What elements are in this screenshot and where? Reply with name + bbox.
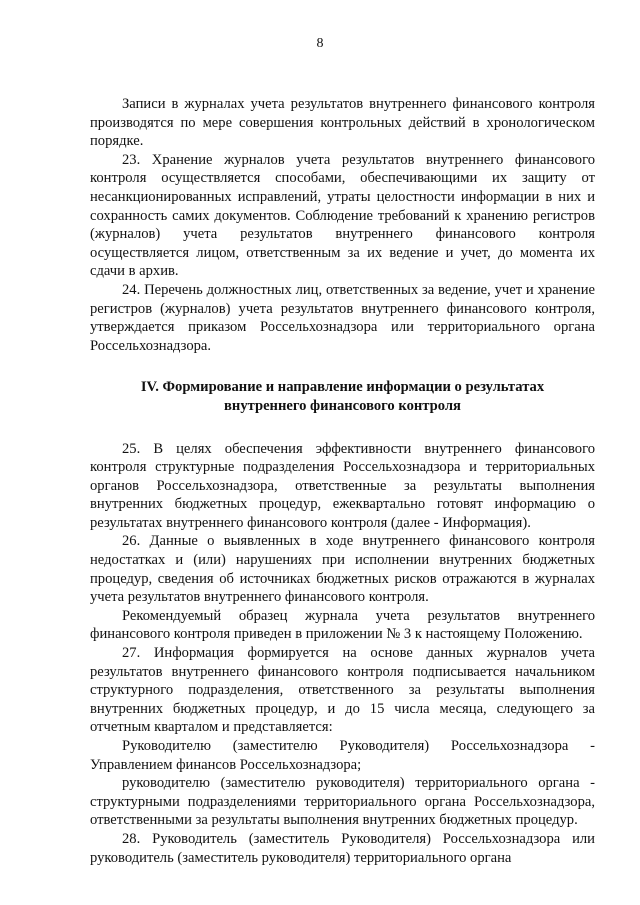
paragraph-24: 24. Перечень должностных лиц, ответственных за ведение, учет и хранение регистров (журналов) учета результатов внутреннего финансового контроля, утверждается приказом Россельхознадзора или территориального органа Россельхознадзора. [90, 281, 595, 354]
section-heading [90, 378, 595, 415]
paragraph-28: 28. Руководитель (заместитель Руководителя) Россельхознадзора или руководитель (заместитель руководителя) территориального органа [90, 830, 595, 866]
paragraph-23: 23. Хранение журналов учета результатов внутреннего финансового контроля осуществляется способами, обеспечивающими их защиту от несанкционированных исправлений, утраты целостности информации в них и сохранность самих документов. Соблюдение требований к хранению регистров (журналов) учета результатов внутреннего финансового контроля осуществляется лицом, ответственным за их ведение и учет, до момента их сдачи в архив. [90, 151, 595, 280]
section-heading-line-2: внутреннего финансового контроля [224, 397, 461, 414]
paragraph-25: 25. В целях обеспечения эффективности внутреннего финансового контроля структурные подразделения Россельхознадзора и территориальных органов Россельхознадзора, ответственные за результаты выполнения внутренних бюджетных процедур, ежеквартально готовят информацию о результатах внутреннего финансового контроля (далее - Информация). [90, 440, 595, 531]
document-body [90, 95, 595, 867]
paragraph-26: 26. Данные о выявленных в ходе внутреннего финансового контроля недостатках и (или) нарушениях при исполнении внутренних бюджетных процедур, сведения об источниках бюджетных рисков отражаются в журналах учета результатов внутреннего финансового контроля. [90, 533, 595, 606]
paragraph-sample-journal: Рекомендуемый образец журнала учета результатов внутреннего финансового контроля приведен в приложении № 3 к настоящему Положению. [90, 607, 595, 643]
paragraph-recipient-head: Руководителю (заместителю Руководителя) Россельхознадзора - Управлением финансов Россельхознадзора; [90, 738, 595, 773]
section-heading-line-1: IV. Формирование и направление информации о результатах [140, 379, 545, 396]
paragraph-journal-records: Записи в журналах учета результатов внутреннего финансового контроля производятся по мере совершения контрольных действий в хронологическом порядке. [90, 96, 595, 150]
paragraph-27: 27. Информация формируется на основе данных журналов учета результатов внутреннего финансового контроля подписывается начальником структурного подразделения, ответственного за результаты выполнения внутренних бюджетных процедур, и до 15 числа месяца, следующего за отчетным кварталом и представляется: [90, 645, 595, 736]
page-number: 8 [316, 36, 324, 51]
paragraph-recipient-territorial: руководителю (заместителю руководителя) территориального органа - структурными подразделениями территориального органа Россельхознадзора, ответственными за результаты выполнения внутренних бюджетных процедур. [90, 775, 595, 829]
